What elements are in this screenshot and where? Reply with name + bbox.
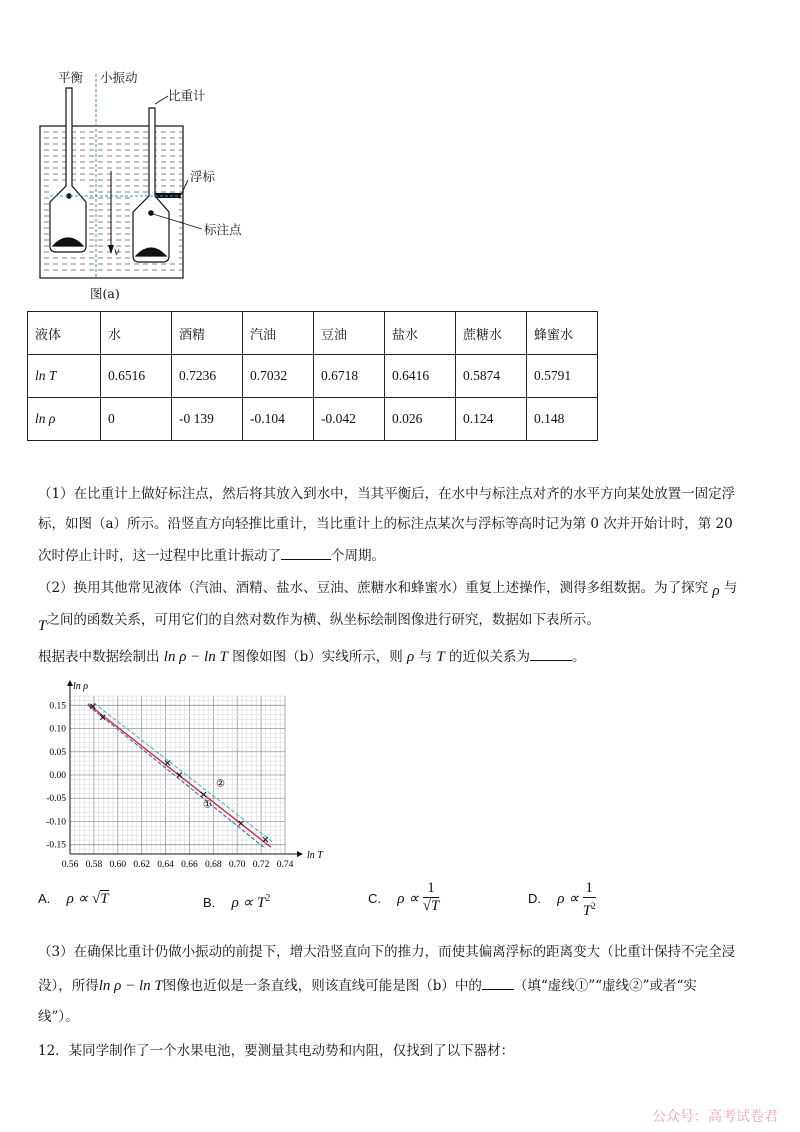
table-header-row <box>28 312 598 355</box>
q3-line2-post: （填“虚线①”“虚线②”或者“实 <box>513 978 697 994</box>
option-c-T: T <box>430 898 440 914</box>
q3-line2-mid: 图像也近似是一条直线，则该直线可能是图（b）中的 <box>162 978 482 994</box>
table-cell: 酒精 <box>172 312 243 355</box>
q3-line2 <box>38 975 697 996</box>
x-tick-label: 0.56 <box>61 860 79 868</box>
table-cell: 0.5791 <box>527 355 598 398</box>
q12-text: 12．某同学制作了一个水果电池，要测量其电动势和内阻，仅找到了以下器材： <box>38 1043 515 1059</box>
table-row <box>28 398 598 441</box>
table-cell: 0.6516 <box>101 355 172 398</box>
x-tick-label: 0.64 <box>157 860 174 868</box>
label-small-vibration: 小振动 <box>100 70 138 85</box>
label-float-marker: 浮标 <box>190 169 216 184</box>
q2-answer-blank[interactable] <box>530 646 572 661</box>
option-c-formula: ρ ∝ <box>397 891 423 907</box>
float-leader <box>181 180 188 195</box>
q2-T-2: T <box>436 649 445 665</box>
q2-line3 <box>38 646 585 667</box>
x-tick-label: 0.72 <box>252 860 270 868</box>
q1-line3 <box>38 545 385 566</box>
q2-line1 <box>38 578 737 598</box>
y-tick-label: 0.05 <box>49 747 66 758</box>
option-a[interactable] <box>38 889 109 909</box>
q2-formula: ln ρ − ln T <box>163 649 228 665</box>
option-b-exp: 2 <box>265 893 271 904</box>
table-cell: 蜂蜜水 <box>527 312 598 355</box>
option-c-fraction <box>423 880 440 915</box>
q3-answer-blank[interactable] <box>482 975 514 990</box>
option-d-fraction <box>583 880 596 920</box>
option-c-letter: C. <box>368 891 381 906</box>
table-cell: 0.148 <box>527 398 598 441</box>
y-axis-label: ln ρ <box>73 681 89 692</box>
option-b-letter: B. <box>203 895 216 910</box>
q2-line2-text: 之间的函数关系，可用它们的自然对数作为横、纵坐标绘制图像进行研究，数据如下表所示。 <box>46 612 600 628</box>
q1-line3-end: 个周期。 <box>331 548 385 564</box>
hydrometer-vibrating <box>133 108 169 262</box>
option-b[interactable] <box>203 889 270 913</box>
option-d-exp: 2 <box>591 901 596 911</box>
hydrometer-balanced <box>50 88 86 252</box>
q2-line3-end: 。 <box>571 649 586 665</box>
table-cell: 水 <box>101 312 172 355</box>
q3-formula: ln ρ − ln T <box>98 978 163 994</box>
option-c-den: √T <box>422 898 440 914</box>
label-mark-point: 标注点 <box>204 222 242 237</box>
table-cell: 汽油 <box>243 312 314 355</box>
option-a-T: T <box>100 891 109 907</box>
q2-T: T <box>38 618 47 634</box>
table-cell: 0.6718 <box>314 355 385 398</box>
x-axis-arrow <box>297 851 303 857</box>
y-tick-label: 0.00 <box>49 771 66 781</box>
option-b-formula <box>232 895 271 911</box>
table-cell: -0.104 <box>243 398 314 441</box>
option-d-den <box>583 898 596 920</box>
q3-line1: （3）在确保比重计仍做小振动的前提下，增大沿竖直向下的推力，而使其偏离浮标的距离变大（比重计保持不完全浸 <box>38 944 736 960</box>
x-tick-label: 0.74 <box>276 860 294 868</box>
y-tick-label: -0.10 <box>46 817 66 828</box>
y-tick-label: 0.15 <box>49 701 66 712</box>
q3-line2-pre: 没），所得 <box>38 978 99 994</box>
data-table <box>27 311 598 441</box>
label-balance: 平衡 <box>58 70 84 85</box>
option-d-letter: D. <box>528 891 541 906</box>
x-tick-label: 0.68 <box>205 860 222 868</box>
table-cell: 豆油 <box>314 312 385 355</box>
q2-rho: ρ <box>712 583 720 599</box>
option-a-pre: ρ ∝ <box>66 891 93 907</box>
label-hydrometer: 比重计 <box>168 88 206 103</box>
table-cell: 盐水 <box>385 312 456 355</box>
option-a-letter: A. <box>38 891 51 906</box>
table-cell: 0.7236 <box>172 355 243 398</box>
q2-rho-2: ρ <box>407 649 415 665</box>
option-d[interactable] <box>528 880 596 920</box>
q2-line3-and: 与 <box>418 649 433 665</box>
x-tick-label: 0.66 <box>181 860 198 868</box>
data-point <box>263 837 268 842</box>
option-b-T: T <box>257 895 266 911</box>
q2-line3-mid: 图像如图（b）实线所示，则 <box>232 649 403 665</box>
q2-line1-and: 与 <box>723 580 738 596</box>
option-d-num: 1 <box>583 880 596 898</box>
table-cell: 0.7032 <box>243 355 314 398</box>
y-tick-label: -0.05 <box>46 794 66 805</box>
q1-line2: 标，如图（a）所示。沿竖直方向轻推比重计，当比重计上的标注点某次与浮标等高时记为第 0 次并开始计时，第 20 <box>38 516 733 532</box>
q3-line3: 线”）。 <box>38 1009 79 1025</box>
q2-line2 <box>38 610 600 634</box>
table-cell: 蔗糖水 <box>456 312 527 355</box>
table-cell: -0.042 <box>314 398 385 441</box>
table-cell: 0 <box>101 398 172 441</box>
watermark: 公众号：高考试卷君 <box>652 1109 778 1125</box>
q1-line1: （1）在比重计上做好标注点，然后将其放入到水中，当其平衡后，在水中与标注点对齐的水平方向某处放置一固定浮 <box>38 486 736 502</box>
figure-a-caption: 图(a) <box>90 286 120 301</box>
x-tick-label: 0.60 <box>109 860 127 868</box>
q2-line3-pre: 根据表中数据绘制出 <box>38 649 160 665</box>
table-cell: 0.6416 <box>385 355 456 398</box>
figure-b-chart <box>30 678 350 868</box>
table-row-label: ln T <box>28 355 101 398</box>
q1-line3-text: 次时停止计时，这一过程中比重计振动了 <box>38 548 281 564</box>
option-d-T: T <box>582 903 592 919</box>
option-b-pre: ρ ∝ <box>231 895 258 911</box>
x-tick-label: 0.58 <box>85 860 103 868</box>
option-a-formula: ρ ∝ √T <box>66 891 109 907</box>
option-c[interactable] <box>368 880 439 920</box>
q2-line1-text: （2）换用其他常见液体（汽油、酒精、盐水、豆油、蔗糖水和蜂蜜水）重复上述操作，测得多组数据。为了探究 <box>38 580 709 596</box>
table-cell: 0.5874 <box>456 355 527 398</box>
x-axis-label: ln T <box>307 850 323 861</box>
y-tick-label: 0.10 <box>49 724 66 735</box>
table-cell: 0.026 <box>385 398 456 441</box>
option-d-formula: ρ ∝ <box>557 891 583 907</box>
x-tick-label: 0.62 <box>133 860 150 868</box>
q2-line3-post: 的近似关系为 <box>448 649 530 665</box>
table-row <box>28 355 598 398</box>
label-velocity: v <box>114 244 120 258</box>
y-tick-label: -0.15 <box>46 840 66 851</box>
table-row-label: ln ρ <box>28 398 101 441</box>
table-cell: -0 139 <box>172 398 243 441</box>
figure-a <box>30 66 290 306</box>
q1-answer-blank[interactable] <box>281 545 331 560</box>
option-c-num: 1 <box>423 880 440 898</box>
hydrometer-leader <box>155 96 168 104</box>
table-cell: 0.124 <box>456 398 527 441</box>
annotation-1: ① <box>202 799 212 811</box>
x-tick-label: 0.70 <box>228 860 246 868</box>
annotation-2: ② <box>216 778 225 790</box>
table-cell: 液体 <box>28 312 101 355</box>
